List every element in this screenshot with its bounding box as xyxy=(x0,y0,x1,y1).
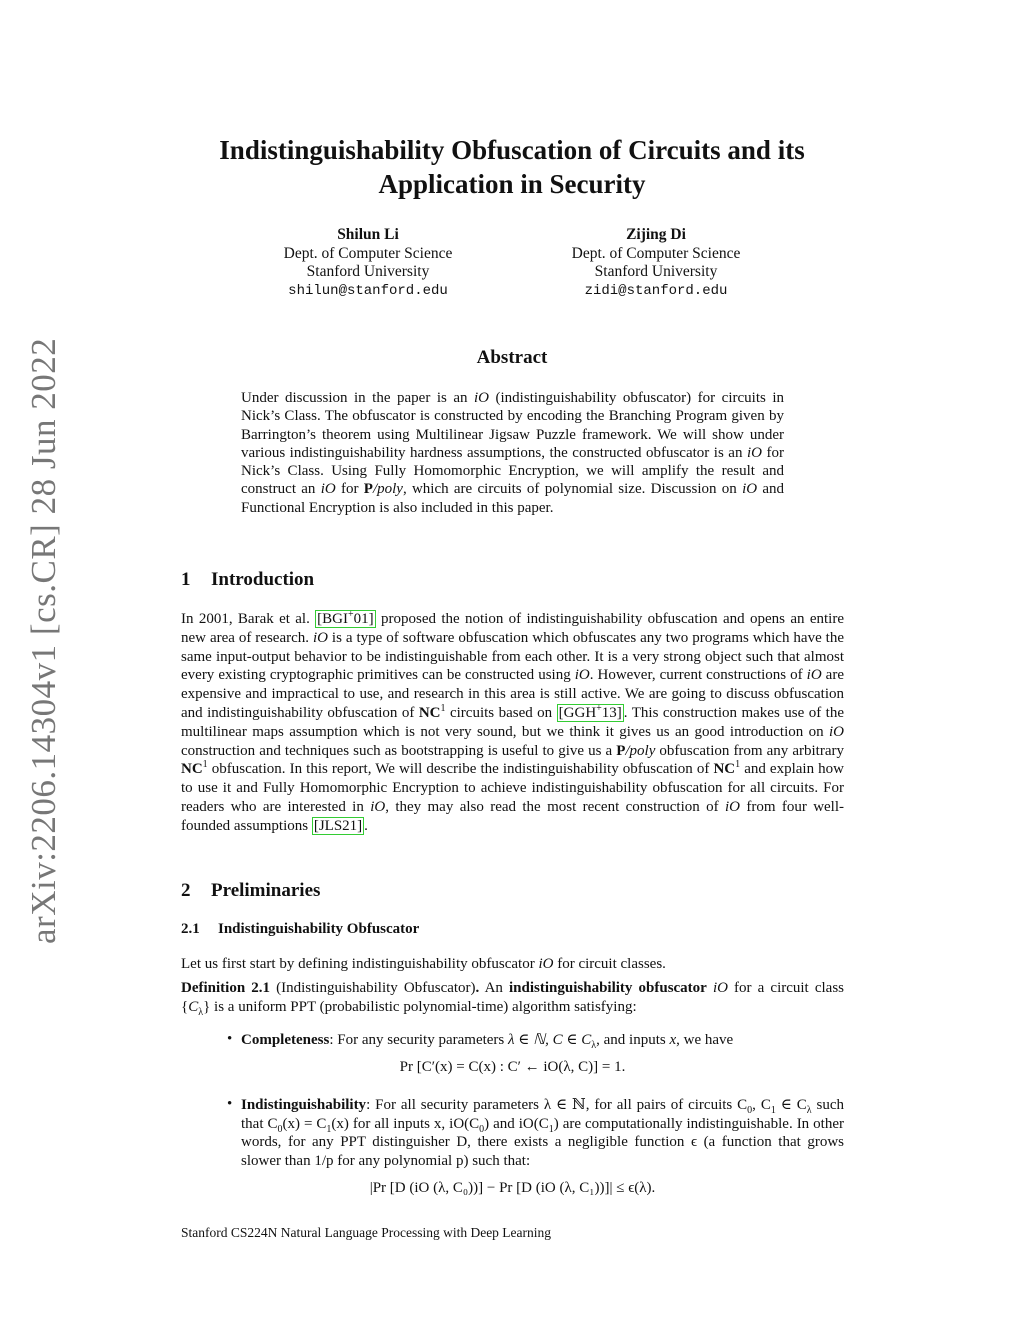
abstract-heading: Abstract xyxy=(476,347,548,368)
introduction-paragraph: In 2001, Barak et al. [BGI+01] proposed the notion of indistinguishability obfuscation and opens an entire new area of research. iO is a type of software obfuscation which obfuscates any two programs which have the same input-output behavior to be indistinguishable from each other. It is a very strong object such that almost every existing cryptographic primitives can be constructed using iO. However, current constructions of iO are expensive and impractical to use, and research in this area is still active. We are going to discuss obfuscation and indistinguishability obfuscation of $NC^1$ circuits based on [GGH+13] . This construction makes use of the multilinear maps assumption which is not very sound, but we think it gives us an good introduction on iO construction and techniques such as bootstrapping is useful to give us a P/poly obfuscation from any arbitrary $NC^1$ obfuscation. In this report, We will describe the indistinguishability obfuscation of $NC^1$ and explain how to use it and Fully Homomorphic Encryption to achieve indistinguishability obfuscation for all circuits. For readers who are interested in iO, they may also read the most recent construction of iO from four well-founded assumptions [JLS21] . xyxy=(181,609,845,834)
author-block-2 xyxy=(506,226,806,300)
bullet-marker: • xyxy=(227,1096,233,1112)
author-name: Zijing Di xyxy=(626,226,686,243)
author-block-1 xyxy=(218,226,518,300)
citation-ggh13[interactable]: [GGH+13] xyxy=(558,702,622,721)
indistinguishability-equation: |Pr [D (iO (λ, C₀))] − Pr [D (iO (λ, C₁))]| ≤ ϵ(λ). xyxy=(369,1180,656,1196)
title-line-1: Indistinguishability Obfuscation of Circuits and its xyxy=(219,135,805,165)
abstract-body: Under discussion in the paper is an iO (indistinguishability obfuscator) for circuits in Nick’s Class. The obfuscator is constructed by encoding the Branching Program given by Barrington’s theorem using Multilinear Jigsaw Puzzle framework. We will show under various indistinguishability hardness assumptions, the constructed obfuscator is an iO for Nick’s Class. Using Fully Homomorphic Encryption, we will amplify the result and construct an iO for P/poly, which are circuits of polynomial size. Discussion on iO and Functional Encryption is also included in this paper. xyxy=(241,390,784,516)
subsection-heading-io: 2.1 Indistinguishability Obfuscator xyxy=(181,921,420,937)
author-university: Stanford University xyxy=(594,263,718,280)
definition-2-1: Definition 2.1 (Indistinguishability Obfuscator). An indistinguishability obfuscator iO for a circuit class $\{C_\lambda\}$ is a uniform PPT (probabilistic polynomial-time) algorithm satisfying: xyxy=(181,980,844,1018)
section-heading-introduction: 1 Introduction xyxy=(181,569,315,590)
indistinguishability-item: Indistinguishability: For all security parameters λ ∈ ℕ, for all pairs of circuits $C_0$, $C_1$ ∈ $C_\lambda$ such that $C_0(x) = C_1(x)$ for all inputs x, $iO(C_0)$ and $iO(C_1)$ are computationally indistinguishable. In other words, for any PPT distinguisher D, there exists a negligible function ϵ (a function that grows slower than 1/p for any polynomial p) such that: xyxy=(241,1097,845,1169)
author-university: Stanford University xyxy=(306,263,430,280)
preliminaries-intro-line: Let us first start by defining indistinguishability obfuscator iO for circuit classes. xyxy=(181,956,666,972)
citation-bgi01[interactable]: [BGI+01] xyxy=(317,609,374,627)
completeness-item: Completeness: For any security parameters λ ∈ ℕ, C ∈ $C_\lambda$, and inputs x, we have xyxy=(241,1032,734,1051)
author-email[interactable]: zidi@stanford.edu xyxy=(584,282,728,299)
title-line-2: Application in Security xyxy=(378,169,646,199)
arxiv-identifier: arXiv:2206.14304v1 [cs.CR] 28 Jun 2022 xyxy=(24,337,63,944)
bullet-marker: • xyxy=(227,1031,233,1047)
author-name: Shilun Li xyxy=(337,226,399,243)
section-heading-preliminaries: 2 Preliminaries xyxy=(181,880,321,901)
completeness-equation: Pr [C′(x) = C(x) : C′ ← iO(λ, C)] = 1. xyxy=(399,1059,626,1075)
citation-jls21[interactable]: [JLS21] xyxy=(313,817,363,834)
author-dept: Dept. of Computer Science xyxy=(283,244,453,262)
page-footer: Stanford CS224N Natural Language Processing with Deep Learning xyxy=(181,1225,552,1240)
paper-title xyxy=(120,133,904,201)
author-dept: Dept. of Computer Science xyxy=(571,244,741,262)
author-email[interactable]: shilun@stanford.edu xyxy=(288,282,448,299)
